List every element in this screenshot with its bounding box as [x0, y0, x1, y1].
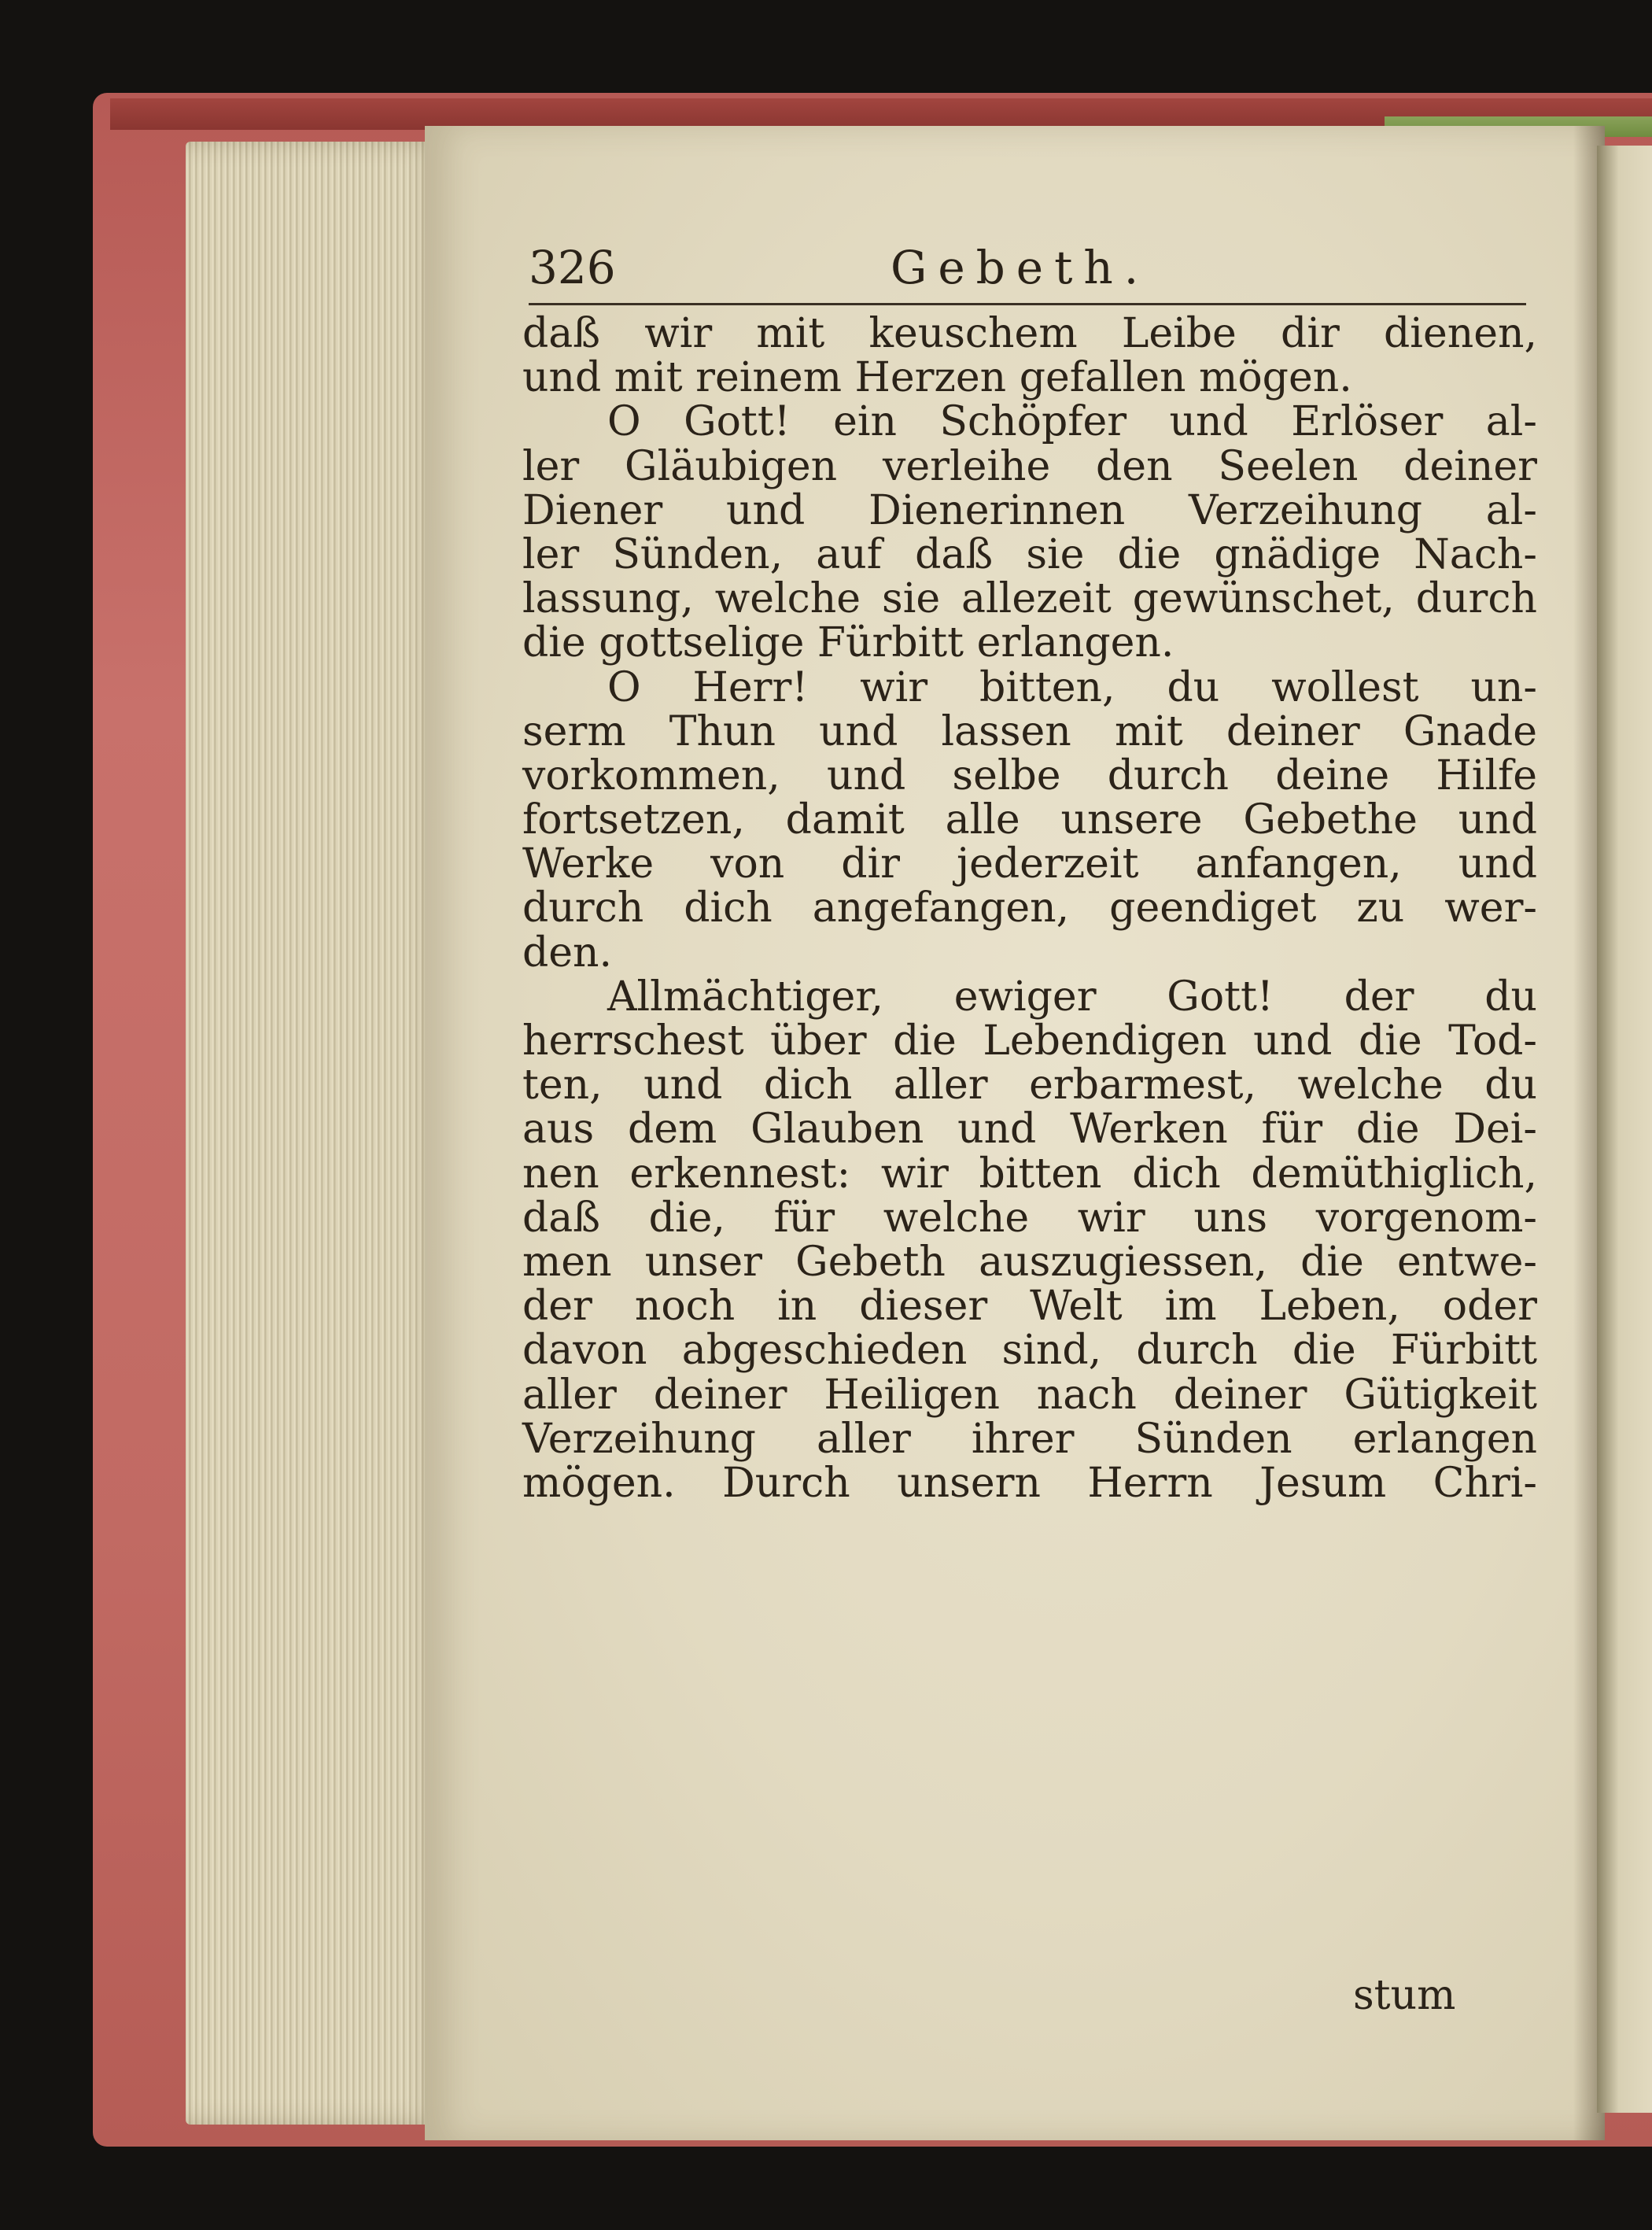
text-line: mögen. Durch unsern Herrn Jesum Chri-	[522, 1459, 1537, 1507]
text-line: daß wir mit keuschem Leibe dir dienen,	[522, 310, 1537, 357]
text-line: und mit reinem Herzen gefallen mögen.	[522, 354, 1352, 402]
text-line: durch dich angefangen, geendiget zu wer-	[522, 884, 1537, 932]
text-line: ten, und dich aller erbarmest, welche du	[522, 1061, 1537, 1109]
text-line: nen erkennest: wir bitten dich demüthiglich,	[522, 1150, 1537, 1198]
catchword: stum	[1353, 1972, 1456, 2019]
text-line: herrschest über die Lebendigen und die Tod-	[522, 1017, 1537, 1065]
text-line: davon abgeschieden sind, durch die Fürbitt	[522, 1327, 1537, 1375]
header-rule	[529, 303, 1526, 305]
text-line: lassung, welche sie allezeit gewünschet, durch	[522, 575, 1537, 623]
text-line: fortsetzen, damit alle unsere Gebethe und	[522, 796, 1537, 844]
text-line: ler Gläubigen verleihe den Seelen deiner	[522, 442, 1537, 490]
text-line: den.	[522, 929, 613, 977]
page-edges	[186, 142, 445, 2125]
text-line: die gottselige Fürbitt erlangen.	[522, 619, 1174, 667]
text-line: serm Thun und lassen mit deiner Gnade	[522, 707, 1537, 755]
text-line: Allmächtiger, ewiger Gott! der du	[607, 973, 1537, 1021]
text-line: men unser Gebeth auszugiessen, die entwe-	[522, 1238, 1537, 1286]
page-number: 326	[529, 241, 616, 294]
text-line: Werke von dir jederzeit anfangen, und	[522, 840, 1537, 888]
text-line: Verzeihung aller ihrer Sünden erlangen	[522, 1415, 1537, 1463]
running-head	[529, 236, 1526, 299]
text-line: Diener und Dienerinnen Verzeihung al-	[522, 486, 1537, 534]
text-line: O Herr! wir bitten, du wollest un-	[607, 663, 1537, 711]
facing-page-edge	[1597, 146, 1652, 2113]
text-line: ler Sünden, auf daß sie die gnädige Nach-	[522, 530, 1537, 578]
text-line: vorkommen, und selbe durch deine Hilfe	[522, 751, 1537, 799]
text-line: der noch in dieser Welt im Leben, oder	[522, 1283, 1537, 1331]
text-line: aus dem Glauben und Werken für die Dei-	[522, 1106, 1537, 1154]
running-title: Gebeth.	[891, 241, 1150, 294]
text-line: aller deiner Heiligen nach deiner Gütigkeit	[522, 1371, 1537, 1419]
body-text	[522, 312, 1537, 1505]
text-line: O Gott! ein Schöpfer und Erlöser al-	[607, 398, 1537, 446]
text-line: daß die, für welche wir uns vorgenom-	[522, 1194, 1537, 1242]
